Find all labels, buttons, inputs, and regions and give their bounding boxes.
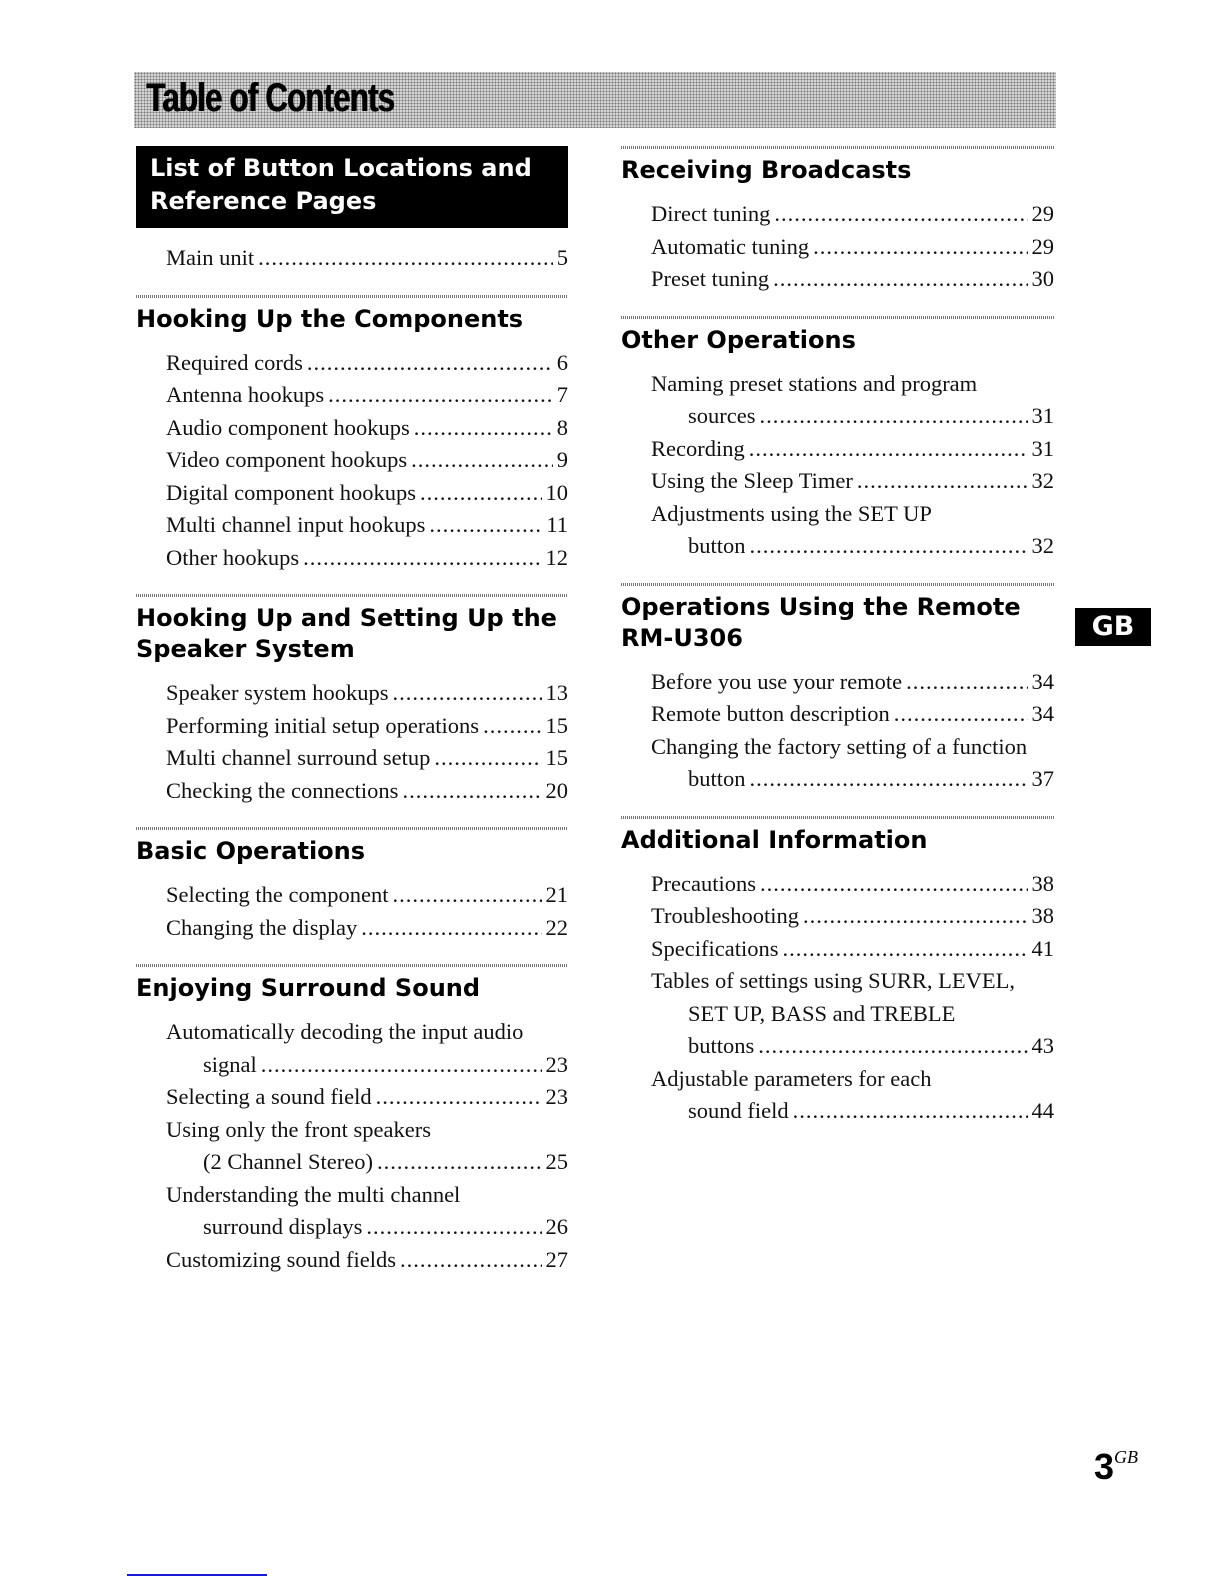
intro-entries bbox=[136, 242, 568, 275]
section-divider bbox=[136, 964, 568, 967]
toc-entry[interactable] bbox=[166, 775, 568, 808]
toc-entry-text: Selecting the component bbox=[166, 882, 389, 907]
toc-entry-page: 11 bbox=[546, 512, 568, 537]
toc-entry[interactable] bbox=[166, 1114, 568, 1179]
section-title: Operations Using the Remote RM-U306 bbox=[621, 592, 1021, 652]
toc-entry-text: Changing the display bbox=[166, 914, 358, 940]
dot-leader bbox=[894, 698, 1028, 731]
toc-entry-page: 43 bbox=[1031, 1033, 1054, 1058]
language-tab-gb: GB bbox=[1075, 608, 1151, 646]
toc-entry-page: 8 bbox=[556, 414, 568, 440]
toc-entry-page: 32 bbox=[1031, 533, 1054, 558]
toc-section bbox=[621, 316, 1054, 563]
toc-entry-text: Performing initial setup operations bbox=[166, 712, 480, 738]
toc-entry-text: sources bbox=[688, 403, 756, 428]
dot-leader bbox=[258, 242, 553, 275]
toc-entry-text: Digital component hookups bbox=[166, 479, 416, 505]
toc-entry[interactable] bbox=[166, 542, 568, 575]
dot-leader bbox=[392, 879, 541, 912]
toc-entry[interactable] bbox=[651, 465, 1054, 498]
toc-entry-page: 5 bbox=[556, 245, 568, 270]
toc-section bbox=[136, 295, 568, 575]
toc-entry-page: 25 bbox=[545, 1149, 568, 1174]
section-title: Hooking Up the Components bbox=[136, 304, 524, 333]
toc-entry-text: Automatic tuning bbox=[651, 233, 810, 259]
dot-leader bbox=[857, 465, 1028, 498]
section-divider bbox=[136, 295, 568, 298]
toc-entry[interactable] bbox=[166, 912, 568, 945]
section-divider bbox=[136, 827, 568, 830]
toc-entry-text: Preset tuning bbox=[651, 266, 770, 291]
toc-entry-text: Audio component hookups bbox=[166, 414, 410, 440]
toc-entry-page: 26 bbox=[545, 1214, 568, 1239]
toc-section bbox=[136, 827, 568, 944]
left-sections bbox=[136, 295, 568, 1277]
dot-leader bbox=[803, 900, 1028, 933]
dot-leader bbox=[483, 710, 541, 743]
dot-leader bbox=[434, 742, 541, 775]
toc-entry-page: 41 bbox=[1031, 935, 1054, 961]
section-title: Enjoying Surround Sound bbox=[136, 974, 481, 1002]
right-column bbox=[621, 146, 1054, 1128]
toc-entry-text: Before you use your remote bbox=[651, 668, 903, 694]
dot-leader bbox=[400, 1244, 542, 1277]
toc-entry-text: Required cords bbox=[166, 349, 303, 375]
dot-leader bbox=[411, 444, 553, 477]
toc-entry-text: Multi channel surround setup bbox=[166, 745, 431, 770]
toc-entry-text: Selecting a sound field bbox=[166, 1084, 372, 1109]
toc-entry[interactable] bbox=[166, 412, 568, 445]
toc-entry-text: Changing the factory setting of a function bbox=[651, 733, 1028, 759]
dot-leader bbox=[782, 933, 1027, 966]
section-divider bbox=[621, 146, 1054, 149]
toc-entry[interactable] bbox=[651, 1063, 1054, 1128]
toc-entry-page: 37 bbox=[1031, 766, 1054, 791]
toc-entry-text: Using the Sleep Timer bbox=[651, 468, 853, 493]
toc-entry[interactable] bbox=[166, 242, 568, 275]
toc-entry-text: Automatically decoding the input audio bbox=[166, 1019, 524, 1044]
toc-entry-text: Main unit bbox=[166, 245, 255, 270]
toc-entry[interactable] bbox=[166, 1016, 568, 1081]
toc-entry[interactable] bbox=[651, 198, 1054, 231]
section-title: Basic Operations bbox=[136, 837, 366, 865]
toc-entry-page: 30 bbox=[1031, 266, 1054, 291]
toc-entry-page: 31 bbox=[1031, 403, 1054, 428]
toc-entry-text: Naming preset stations and program bbox=[651, 370, 978, 396]
page-number-value: 3 bbox=[1094, 1446, 1115, 1487]
button-locations-heading: List of Button Locations and Reference Pages bbox=[136, 146, 568, 228]
dot-leader bbox=[420, 477, 542, 510]
toc-entry-text: Troubleshooting bbox=[651, 903, 799, 928]
toc-entry-page: 38 bbox=[1031, 903, 1054, 928]
toc-entry-page: 29 bbox=[1031, 201, 1054, 226]
toc-entry[interactable] bbox=[651, 698, 1054, 731]
toc-entry-text: button bbox=[688, 766, 746, 791]
toc-entry-text: Checking the connections bbox=[166, 777, 399, 803]
toc-entry[interactable] bbox=[651, 933, 1054, 966]
section-divider bbox=[136, 594, 568, 597]
toc-entry-text: Specifications bbox=[651, 935, 779, 961]
toc-entry[interactable] bbox=[651, 900, 1054, 933]
toc-entry-text: Adjustable parameters for each bbox=[651, 1065, 932, 1091]
toc-entry-page: 32 bbox=[1031, 468, 1054, 493]
toc-entry[interactable] bbox=[166, 477, 568, 510]
dot-leader bbox=[328, 379, 553, 412]
toc-entry-text: Remote button description bbox=[651, 701, 890, 726]
section-divider bbox=[621, 316, 1054, 319]
toc-entry-page: 6 bbox=[556, 349, 568, 375]
dot-leader bbox=[793, 1095, 1028, 1128]
toc-entry-text: Customizing sound fields bbox=[166, 1246, 396, 1272]
dot-leader bbox=[773, 263, 1027, 296]
toc-entry[interactable] bbox=[651, 965, 1054, 1063]
toc-entry[interactable] bbox=[651, 231, 1054, 264]
toc-entry-page: 15 bbox=[545, 712, 568, 738]
toc-entry-text: Direct tuning bbox=[651, 201, 771, 226]
toc-entry[interactable] bbox=[166, 710, 568, 743]
toc-entry-page: 34 bbox=[1031, 668, 1054, 694]
dot-leader bbox=[307, 347, 553, 380]
toc-entry-text: sound field bbox=[688, 1098, 789, 1123]
dot-leader bbox=[758, 1030, 1027, 1063]
toc-entry[interactable] bbox=[651, 368, 1054, 433]
section-title: Additional Information bbox=[621, 825, 928, 854]
toc-entry[interactable] bbox=[651, 731, 1054, 796]
toc-entry[interactable] bbox=[651, 263, 1054, 296]
toc-entry-text: Understanding the multi channel bbox=[166, 1181, 461, 1207]
toc-entry[interactable] bbox=[166, 1244, 568, 1277]
dot-leader bbox=[813, 231, 1027, 264]
toc-entry-page: 15 bbox=[545, 745, 568, 770]
toc-entry-text: SET UP, BASS and TREBLE bbox=[688, 1000, 956, 1026]
toc-banner bbox=[134, 72, 1056, 128]
toc-entry-text: Video component hookups bbox=[166, 447, 408, 472]
dot-leader bbox=[906, 666, 1027, 699]
section-title: Other Operations bbox=[621, 325, 856, 354]
toc-entry[interactable] bbox=[166, 1179, 568, 1244]
dot-leader bbox=[759, 400, 1027, 433]
page-title: Table of Contents bbox=[146, 76, 394, 120]
toc-entry[interactable] bbox=[651, 498, 1054, 563]
dot-leader bbox=[303, 542, 541, 575]
toc-entry[interactable] bbox=[166, 509, 568, 542]
toc-section bbox=[621, 816, 1054, 1128]
toc-entry[interactable] bbox=[651, 433, 1054, 466]
toc-entry-text: Antenna hookups bbox=[166, 382, 325, 407]
toc-entry[interactable] bbox=[166, 1081, 568, 1114]
dot-leader bbox=[414, 412, 553, 445]
toc-entry[interactable] bbox=[166, 347, 568, 380]
toc-entry-page: 38 bbox=[1031, 870, 1054, 896]
toc-entry-page: 7 bbox=[556, 382, 568, 407]
toc-entry-page: 21 bbox=[545, 882, 568, 907]
right-sections bbox=[621, 146, 1054, 1128]
toc-entry-page: 10 bbox=[545, 479, 568, 505]
toc-entry-text: Tables of settings using SURR, LEVEL, bbox=[651, 968, 1016, 993]
dot-leader bbox=[361, 912, 541, 945]
toc-section bbox=[136, 964, 568, 1276]
left-column bbox=[136, 146, 568, 1276]
toc-entry-page: 27 bbox=[545, 1246, 568, 1272]
toc-entry-text: surround displays bbox=[203, 1214, 363, 1239]
toc-entry-text: Multi channel input hookups bbox=[166, 512, 426, 537]
dot-leader bbox=[429, 509, 542, 542]
toc-entry-text: Precautions bbox=[651, 870, 756, 896]
dot-leader bbox=[750, 763, 1028, 796]
toc-entry[interactable] bbox=[166, 379, 568, 412]
toc-entry-page: 13 bbox=[545, 680, 568, 705]
toc-entry-text: signal bbox=[203, 1051, 257, 1077]
toc-entry[interactable] bbox=[166, 879, 568, 912]
section-title: Receiving Broadcasts bbox=[621, 156, 912, 184]
toc-entry[interactable] bbox=[166, 444, 568, 477]
dot-leader bbox=[377, 1146, 542, 1179]
section-divider bbox=[621, 816, 1054, 819]
toc-entry-text: buttons bbox=[688, 1033, 755, 1058]
toc-entry-page: 29 bbox=[1031, 233, 1054, 259]
dot-leader bbox=[760, 868, 1028, 901]
toc-section bbox=[136, 594, 568, 807]
toc-section bbox=[621, 146, 1054, 296]
toc-section bbox=[621, 583, 1054, 796]
toc-entry-page: 44 bbox=[1031, 1098, 1054, 1123]
dot-leader bbox=[261, 1049, 542, 1082]
dot-leader bbox=[392, 677, 541, 710]
dot-leader bbox=[750, 530, 1028, 563]
toc-entry-page: 12 bbox=[545, 544, 568, 570]
toc-entry-text: Recording bbox=[651, 435, 745, 461]
section-divider bbox=[621, 583, 1054, 586]
dot-leader bbox=[376, 1081, 542, 1114]
toc-entry-page: 34 bbox=[1031, 701, 1054, 726]
section-title: Hooking Up and Setting Up the Speaker System bbox=[136, 604, 557, 663]
toc-entry-page: 9 bbox=[556, 447, 568, 472]
link-underline[interactable] bbox=[127, 1574, 267, 1576]
toc-entry-page: 22 bbox=[545, 914, 568, 940]
dot-leader bbox=[366, 1211, 541, 1244]
toc-entry-text: Adjustments using the SET UP bbox=[651, 500, 932, 526]
toc-entry-page: 20 bbox=[545, 777, 568, 803]
toc-entry[interactable] bbox=[166, 677, 568, 710]
toc-entry-text: button bbox=[688, 533, 746, 558]
page-number bbox=[1094, 1446, 1138, 1488]
dot-leader bbox=[749, 433, 1028, 466]
toc-entry[interactable] bbox=[651, 666, 1054, 699]
dot-leader bbox=[774, 198, 1027, 231]
toc-entry-page: 23 bbox=[545, 1084, 568, 1109]
toc-entry-text: Using only the front speakers bbox=[166, 1116, 431, 1142]
toc-entry[interactable] bbox=[651, 868, 1054, 901]
page-number-suffix: GB bbox=[1114, 1447, 1139, 1467]
toc-entry-page: 31 bbox=[1031, 435, 1054, 461]
dot-leader bbox=[402, 775, 541, 808]
toc-entry-page: 23 bbox=[545, 1051, 568, 1077]
toc-entry-text: Speaker system hookups bbox=[166, 680, 389, 705]
toc-entry-text: (2 Channel Stereo) bbox=[203, 1149, 373, 1174]
toc-entry[interactable] bbox=[166, 742, 568, 775]
toc-entry-text: Other hookups bbox=[166, 544, 300, 570]
